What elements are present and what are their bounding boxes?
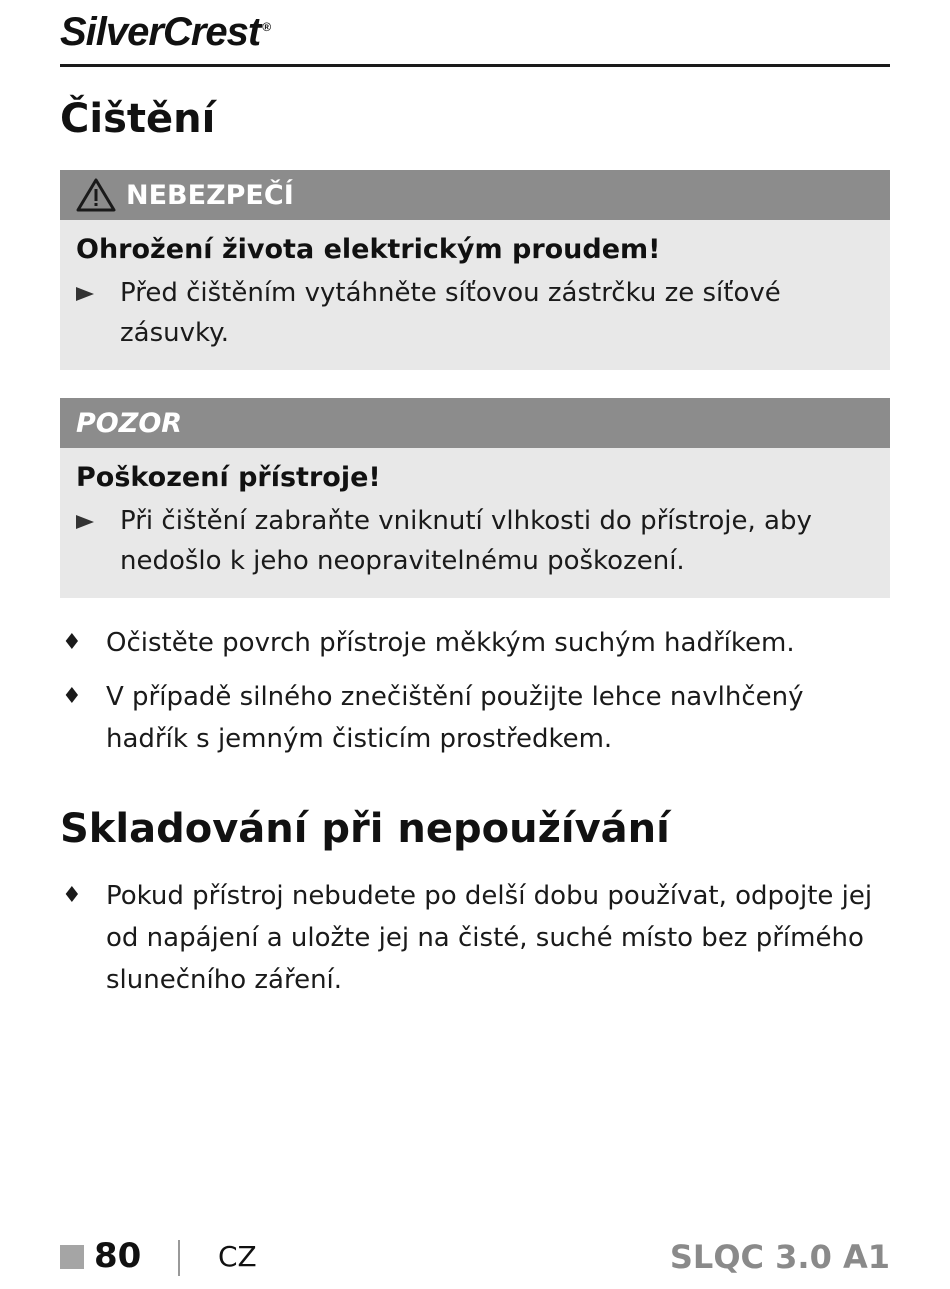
list-item	[60, 622, 890, 664]
caution-heading: Poškození přístroje!	[76, 462, 381, 493]
storage-steps	[60, 875, 890, 1013]
list-item	[60, 676, 890, 760]
section-title-storage: Skladování při nepoužívání	[60, 806, 670, 852]
danger-instruction-text: Před čištěním vytáhněte síťovou zástrčku ze síťové zásuvky.	[120, 278, 781, 348]
registered-mark: ®	[262, 20, 271, 34]
danger-box	[60, 170, 890, 370]
caution-instruction-text: Při čištění zabraňte vniknutí vlhkosti do přístroje, aby nedošlo k jeho neopravitelnému poškození.	[120, 506, 812, 576]
warning-triangle-icon	[76, 178, 116, 212]
list-item-text: Pokud přístroj nebudete po delší dobu používat, odpojte jej od napájení a uložte jej na čisté, suché místo bez přímého slunečního záření.	[106, 881, 873, 995]
danger-body	[60, 220, 890, 361]
caution-label: POZOR	[76, 407, 183, 439]
caution-instruction	[76, 501, 874, 581]
model-number: SLQC 3.0 A1	[669, 1238, 890, 1276]
footer-square-icon	[60, 1245, 84, 1269]
brand-logo	[60, 10, 270, 55]
list-item	[60, 875, 890, 1001]
brand-name: SilverCrest	[60, 10, 261, 54]
language-code: CZ	[218, 1240, 257, 1273]
diamond-bullet-icon: ♦	[62, 883, 82, 908]
danger-label: NEBEZPEČÍ	[126, 179, 294, 211]
list-item-text: V případě silného znečištění použijte lehce navlhčený hadřík s jemným čisticím prostředkem.	[106, 682, 804, 754]
danger-instruction	[76, 273, 874, 353]
arrow-icon	[76, 273, 120, 353]
footer-divider	[178, 1240, 180, 1276]
list-item-text: Očistěte povrch přístroje měkkým suchým hadříkem.	[106, 628, 795, 658]
caution-box	[60, 398, 890, 598]
diamond-bullet-icon: ♦	[62, 630, 82, 655]
caution-body	[60, 448, 890, 589]
diamond-bullet-icon: ♦	[62, 684, 82, 709]
danger-header	[60, 170, 890, 220]
cleaning-steps	[60, 622, 890, 772]
header-rule	[60, 64, 890, 67]
danger-heading: Ohrožení života elektrickým proudem!	[76, 234, 661, 265]
arrow-icon	[76, 501, 120, 581]
page-number: 80	[94, 1236, 142, 1276]
caution-header	[60, 398, 890, 448]
section-title-cleaning: Čištění	[60, 96, 216, 142]
